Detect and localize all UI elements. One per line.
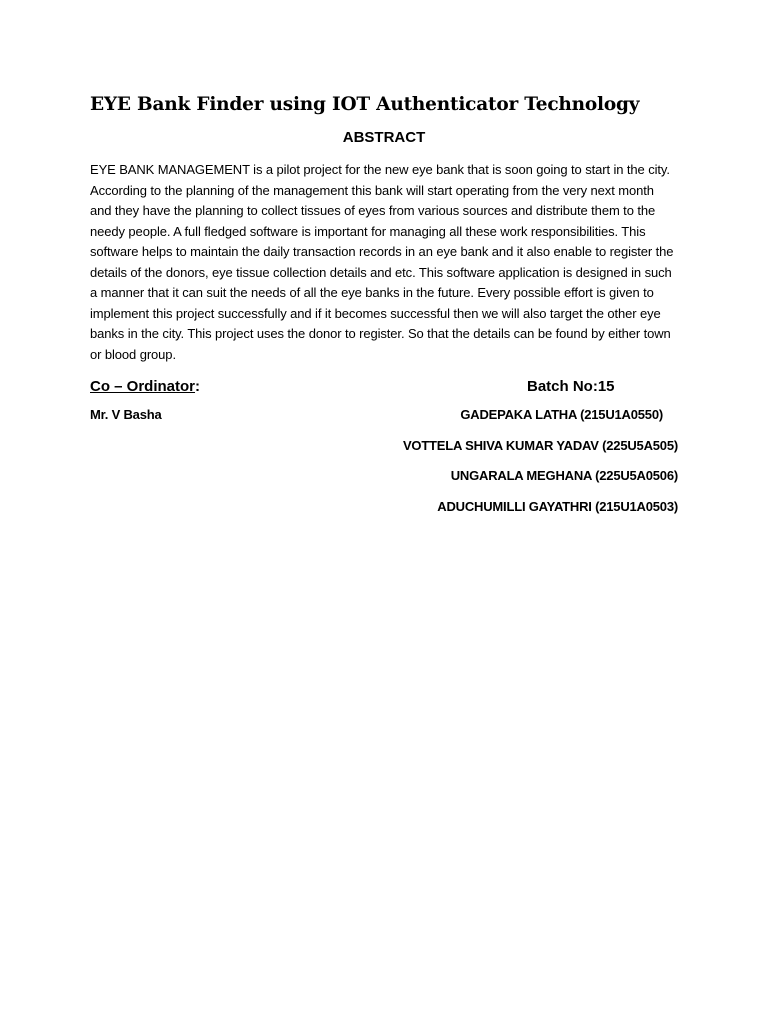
member-item: ADUCHUMILLI GAYATHRI (215U1A0503) [437,499,678,515]
member-item: UNGARALA MEGHANA (225U5A0506) [450,468,678,484]
member-item: VOTTELA SHIVA KUMAR YADAV (225U5A505) [402,437,678,453]
coordinator-batch-row [90,375,678,399]
member-item: GADEPAKA LATHA (215U1A0550) [460,407,663,422]
coordinator-label [90,375,200,399]
coordinator-name: Mr. V Basha [90,407,162,422]
member-list [90,405,678,517]
team-section [90,405,678,517]
coordinator-label-colon: : [195,378,201,395]
document-page [90,92,678,528]
coordinator-label-text: Co – Ordinator [90,378,196,395]
document-title: EYE Bank Finder using IOT Authenticator Technology [90,94,640,115]
abstract-body: EYE BANK MANAGEMENT is a pilot project for the new eye bank that is soon going to start in the city. According to the planning of the management this bank will start operating from the very next month and they have the planning to collect tissues of eyes from various sources and distribute them to the needy people. A full fledged software is important for managing all these work responsibilities. This software helps to maintain the daily transaction records in an eye bank and it also enable to register the details of the donors, eye tissue collection details and etc. This software application is designed in such a manner that it can suit the needs of all the eye banks in the future. Every possible effort is given to implement this project successfully and if it becomes successful then we will also target the other eye banks in the city. This project uses the donor to register. So that the details can be found by either town or blood group. [90,162,674,362]
abstract-heading: ABSTRACT [342,129,426,146]
batch-number: Batch No:15 [527,378,615,395]
